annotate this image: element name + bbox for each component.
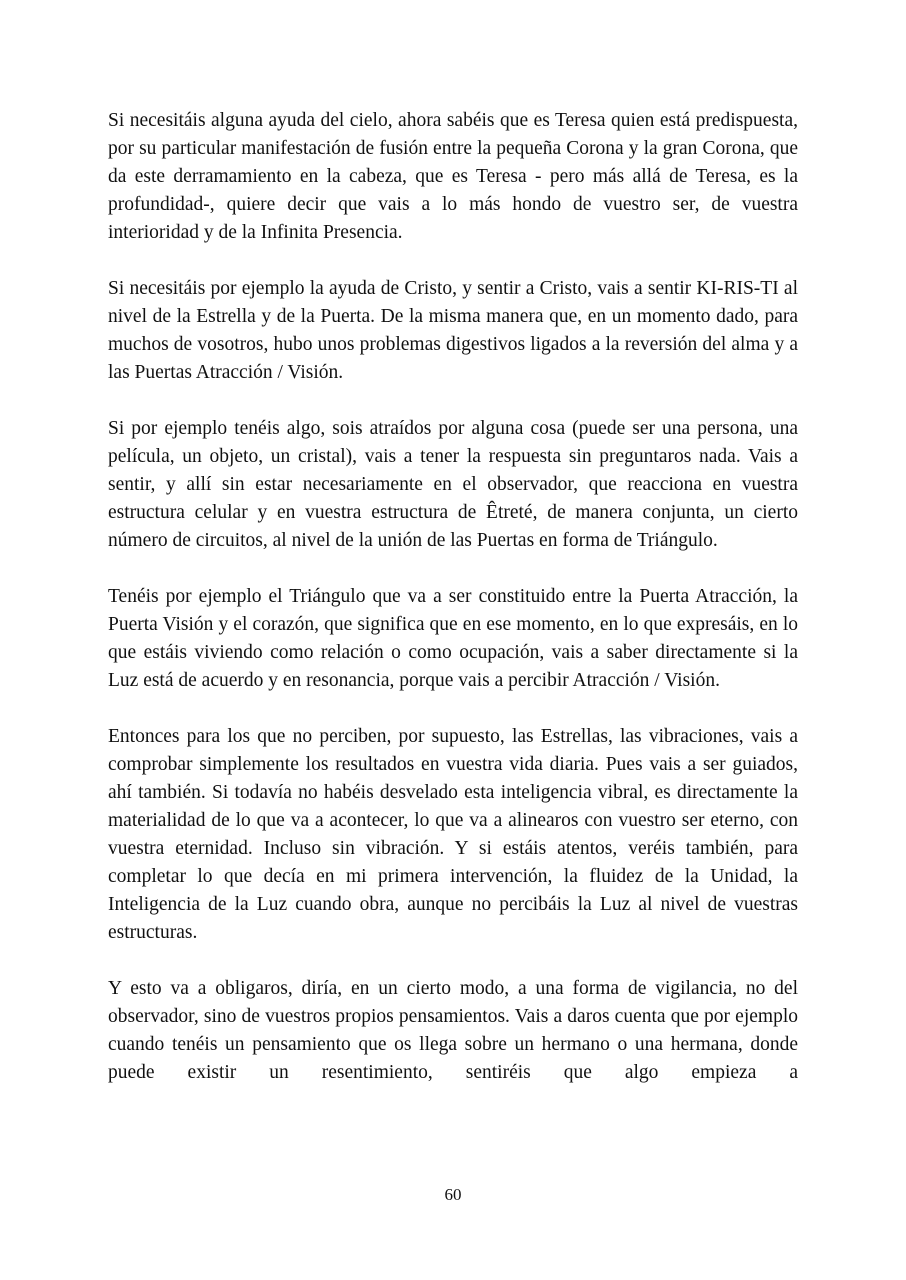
paragraph-2: Si necesitáis por ejemplo la ayuda de Cristo, y sentir a Cristo, vais a sentir KI-RIS-TI al nivel de la Estrella y de la Puerta. De la misma manera que, en un momento dado, para muchos de vosotros, hubo unos problemas digestivos ligados a la reversión del alma y a las Puertas Atracción / Visión. <box>108 278 798 383</box>
paragraph-5: Entonces para los que no perciben, por supuesto, las Estrellas, las vibraciones, vais a comprobar simplemente los resultados en vuestra vida diaria. Pues vais a ser guiados, ahí también. Si todavía no habéis desvelado esta inteligencia vibral, es directamente la materialidad de lo que va a acontecer, lo que va a alinearos con vuestro ser eterno, con vuestra eternidad. Incluso sin vibración. Y si estáis atentos, veréis también, para completar lo que decía en mi primera intervención, la fluidez de la Unidad, la Inteligencia de la Luz cuando obra, aunque no percibáis la Luz al nivel de vuestras estructuras. <box>108 726 798 943</box>
paragraph-4: Tenéis por ejemplo el Triángulo que va a ser constituido entre la Puerta Atracción, la Puerta Visión y el corazón, que significa que en ese momento, en lo que expresáis, en lo que estáis viviendo como relación o como ocupación, vais a saber directamente si la Luz está de acuerdo y en resonancia, porque vais a percibir Atracción / Visión. <box>108 586 798 691</box>
paragraph-3: Si por ejemplo tenéis algo, sois atraídos por alguna cosa (puede ser una persona, una película, un objeto, un cristal), vais a tener la respuesta sin preguntaros nada. Vais a sentir, y allí sin estar necesariamente en el observador, que reacciona en vuestra estructura celular y en vuestra estructura de Êtreté, de manera conjunta, un cierto número de circuitos, al nivel de la unión de las Puertas en forma de Triángulo. <box>108 418 798 551</box>
paragraph-6: Y esto va a obligaros, diría, en un cierto modo, a una forma de vigilancia, no del observador, sino de vuestros propios pensamientos. Vais a daros cuenta que por ejemplo cuando tenéis un pensamiento que os llega sobre un hermano o una hermana, donde puede existir un resentimiento, sentiréis que algo empieza a <box>108 978 798 1083</box>
paragraph-1: Si necesitáis alguna ayuda del cielo, ahora sabéis que es Teresa quien está predispuesta, por su particular manifestación de fusión entre la pequeña Corona y la gran Corona, que da este derramamiento en la cabeza, que es Teresa - pero más allá de Teresa, es la profundidad-, quiere decir que vais a lo más hondo de vuestro ser, de vuestra interioridad y de la Infinita Presencia. <box>108 110 798 243</box>
page-number: 60 <box>444 1185 462 1204</box>
body-text <box>108 107 798 1087</box>
